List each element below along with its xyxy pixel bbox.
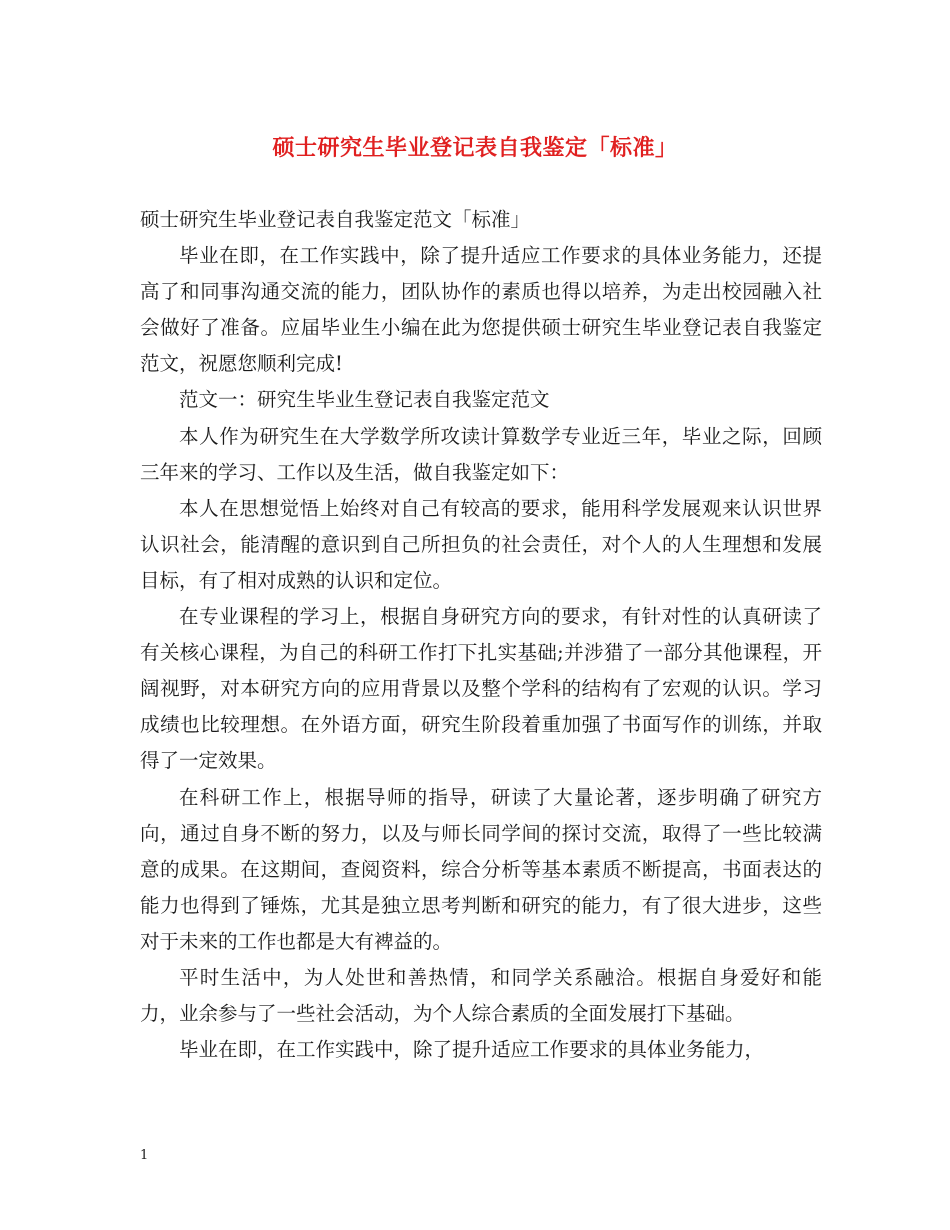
- intro-paragraph: 毕业在即，在工作实践中，除了提升适应工作要求的具体业务能力，还提高了和同事沟通交流的能力，团队协作的素质也得以培养，为走出校园融入社会做好了准备。应届毕业生小编在此为您提供硕士研究生毕业登记表自我鉴定范文，祝愿您顺利完成!: [140, 244, 822, 376]
- page-number: 1: [140, 1148, 149, 1163]
- body-paragraph: 毕业在即，在工作实践中，除了提升适应工作要求的具体业务能力，: [179, 1038, 765, 1062]
- document-body: [140, 202, 822, 1068]
- body-paragraph: 在科研工作上，根据导师的指导，研读了大量论著，逐步明确了研究方向，通过自身不断的努力，以及与师长同学间的探讨交流，取得了一些比较满意的成果。在这期间，查阅资料，综合分析等基本素质不断提高，书面表达的能力也得到了锤炼，尤其是独立思考判断和研究的能力，有了很大进步，这些对于未来的工作也都是大有裨益的。: [140, 785, 822, 953]
- body-paragraph: 平时生活中，为人处世和善热情，和同学关系融洽。根据自身爱好和能力，业余参与了一些社会活动，为个人综合素质的全面发展打下基础。: [140, 965, 822, 1026]
- subtitle-paragraph: 硕士研究生毕业登记表自我鉴定范文「标准」: [140, 208, 531, 231]
- document-title: 硕士研究生毕业登记表自我鉴定「标准」: [272, 135, 678, 161]
- body-paragraph: 本人作为研究生在大学数学所攻读计算数学专业近三年，毕业之际，回顾三年来的学习、工作以及生活，做自我鉴定如下：: [140, 424, 822, 484]
- body-paragraph: 在专业课程的学习上，根据自身研究方向的要求，有针对性的认真研读了有关核心课程，为自己的科研工作打下扎实基础;并涉猎了一部分其他课程，开阔视野，对本研究方向的应用背景以及整个学科的结构有了宏观的认识。学习成绩也比较理想。在外语方面，研究生阶段着重加强了书面写作的训练，并取得了一定效果。: [140, 605, 822, 773]
- section-heading: 范文一：研究生毕业生登记表自我鉴定范文: [179, 388, 550, 412]
- body-paragraph: 本人在思想觉悟上始终对自己有较高的要求，能用科学发展观来认识世界认识社会，能清醒的意识到自己所担负的社会责任，对个人的人生理想和发展目标，有了相对成熟的认识和定位。: [140, 496, 822, 592]
